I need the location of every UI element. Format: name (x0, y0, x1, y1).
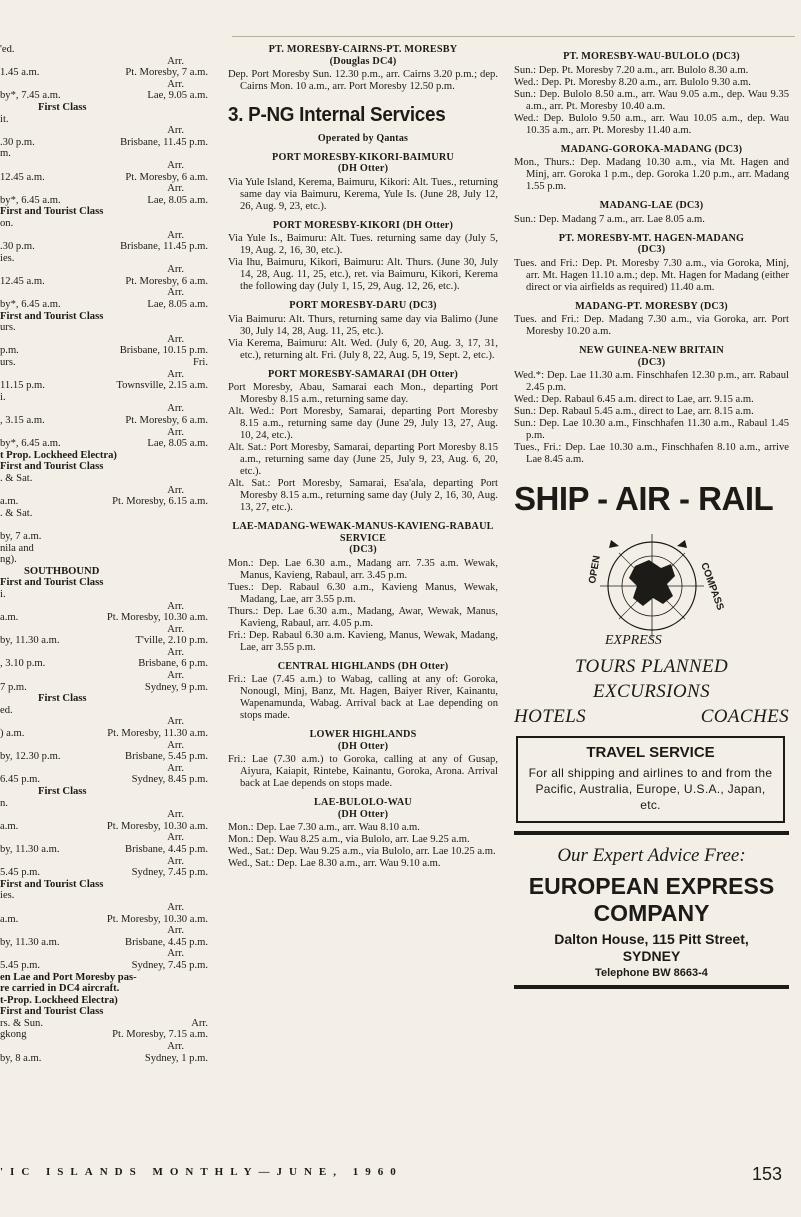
section-title: LAE-MADANG-WEWAK-MANUS-KAVIENG-RABAUL SERVICE (232, 521, 494, 544)
service-line: Fri.: Lae (7.45 a.m.) to Wabag, calling at any of: Goroka, Nonougl, Minj, Banz, Mt. Hagen, Baiyer River, Kainantu, Wapenamunda, Wabag. Arrival back at Lae depending on stops made. (228, 674, 498, 721)
timetable-row (0, 728, 222, 740)
logo-text-bottom: EXPRESS (604, 633, 662, 648)
logo-text-left: OPEN (586, 554, 603, 585)
section-body (514, 65, 789, 137)
timetable-row (0, 415, 222, 427)
section-heading (228, 152, 498, 175)
service-line: Wed.*: Dep. Lae 11.30 a.m. Finschhafen 12.30 p.m., arr. Rabaul 2.45 p.m. (514, 370, 789, 393)
timetable-row (0, 682, 222, 694)
arr-label: Arr. (167, 832, 184, 844)
arrival-cell: Brisbane, 6 p.m. (138, 658, 208, 670)
timetable-column-left (0, 44, 222, 1064)
section-body (514, 157, 789, 193)
arr-label: Arr. (167, 159, 184, 171)
arrival-cell: Pt. Moresby, 7 a.m. (125, 67, 208, 79)
departure-cell: 1.45 a.m. (0, 67, 40, 79)
departure-cell: 6.45 p.m. (0, 774, 41, 786)
arr-label: Arr. (167, 368, 184, 380)
departure-cell: by*, 6.45 a.m. (0, 299, 61, 311)
departure-cell: by, 11.30 a.m. (0, 635, 60, 647)
timetable-row (0, 612, 222, 624)
address-line2: SYDNEY (622, 948, 681, 964)
ad-coaches: COACHES (700, 706, 789, 727)
services-list-right (514, 51, 789, 466)
timetable-row (0, 867, 222, 879)
service-line: Wed., Sat.: Dep. Wau 9.25 a.m., via Bulolo, arr. Lae 10.25 a.m. (228, 846, 496, 857)
arr-label: Arr. (167, 403, 184, 415)
section-heading (228, 300, 498, 312)
class-heading: First and Tourist Class (0, 461, 104, 473)
arr-label: Arr. (167, 183, 184, 195)
service-line: Sun.: Dep. Lae 10.30 a.m., Finschhafen 11.30 a.m., Rabaul 1.45 p.m. (514, 418, 789, 441)
ad-tours: TOURS PLANNED (574, 656, 729, 677)
section-subtitle: (DH Otter) (337, 163, 389, 174)
class-heading: en Lae and Port Moresby pas- (0, 971, 137, 983)
service-line: Alt. Wed.: Port Moresby, Samarai, departing Port Moresby 8.15 a.m., returning same day (June 29, July 13, 27, Aug. 10, 24, etc.). (228, 406, 498, 441)
arrival-cell: Pt. Moresby, 11.30 a.m. (107, 728, 208, 740)
arrival-cell: Pt. Moresby, 7.15 a.m. (112, 1029, 208, 1041)
departure-cell: by, 12.30 p.m. (0, 751, 61, 763)
arr-label: Arr. (167, 925, 184, 937)
arr-label: Arr. (167, 739, 184, 751)
timetable-row (0, 960, 222, 972)
departure-cell: 11.15 p.m. (0, 380, 45, 392)
timetable-row (0, 299, 222, 311)
service-line: Fri.: Dep. Rabaul 6.30 a.m. Kavieng, Manus, Wewak, Madang, Lae, arr 3.55 p.m. (228, 629, 498, 653)
arr-label: Arr. (167, 600, 184, 612)
section-body (228, 382, 498, 514)
timetable-text: on. (0, 217, 14, 229)
ad-headline: SHIP - AIR - RAIL (514, 480, 774, 517)
timetable-row (0, 67, 222, 79)
timetable-row (0, 496, 222, 508)
section-cairns (228, 44, 498, 67)
class-heading: First and Tourist Class (0, 1006, 104, 1018)
timetable-row (0, 195, 222, 207)
service-line: Wed.: Dep. Pt. Moresby 8.20 a.m., arr. Bulolo 9.30 a.m. (514, 76, 751, 88)
service-line: Mon., Thurs.: Dep. Madang 10.30 a.m., via Mt. Hagen and Minj, arr. Goroka 1 p.m., dep. Goroka 1.20 p.m., arr. Madang 1.55 p.m. (514, 157, 789, 192)
section-heading (514, 200, 789, 212)
section-heading (514, 144, 789, 156)
company-name (514, 873, 789, 927)
service-line: Dep. Port Moresby Sun. 12.30 p.m., arr. Cairns 3.20 p.m.; dep. Cairns Mon. 10 a.m., arr. Port Moresby 12.50 p.m. (228, 69, 498, 92)
arrival-cell: Brisbane, 4.45 p.m. (125, 843, 208, 855)
timetable-text: 'ed. (0, 44, 15, 55)
class-heading: First and Tourist Class (0, 310, 104, 322)
arrival-cell: Lae, 9.05 a.m. (147, 90, 208, 102)
arr-label: Arr. (167, 484, 184, 496)
section-title: PT. MORESBY-WAU-BULOLO (DC3) (563, 51, 740, 62)
arrival-cell: Sydney, 9 p.m. (144, 681, 208, 693)
arr-label: Arr. (167, 125, 184, 137)
departure-cell: ) a.m. (0, 728, 25, 740)
departure-cell: a.m. (0, 496, 19, 508)
section-title: PORT MORESBY-DARU (DC3) (289, 300, 437, 311)
logo-text-right: COMPASS (697, 561, 726, 612)
section-subtitle: (DH Otter) (337, 740, 389, 752)
departure-cell: 12.45 a.m. (0, 171, 45, 183)
timetable-text: ng). (0, 554, 17, 566)
service-line: Port Moresby, Abau, Samarai each Mon., departing Port Moresby 8.15 a.m., returning same day. (228, 382, 498, 405)
timetable-text: nila and (0, 542, 34, 554)
arr-label: Arr. (167, 646, 184, 658)
timetable-row (0, 137, 222, 149)
section-subtitle: (DC3) (349, 544, 377, 555)
service-line: Wed.: Dep. Rabaul 6.45 a.m. direct to Lae, arr. 9.15 a.m. (514, 394, 754, 405)
section-body (228, 314, 498, 362)
section-title: LAE-BULOLO-WAU (314, 797, 412, 808)
arrival-cell: Lae, 8.05 a.m. (147, 438, 208, 450)
timetable-text: urs. (0, 322, 16, 334)
timetable-row (0, 774, 222, 786)
section-body (228, 754, 498, 790)
section-title: MADANG-PT. MORESBY (DC3) (575, 300, 728, 312)
arr-label: Arr. (167, 287, 184, 299)
page-heading: 3. P-NG Internal Services (228, 103, 446, 126)
arrival-cell: Lae, 8.05 a.m. (147, 299, 208, 311)
service-line: Wed., Sat.: Dep. Lae 8.30 a.m., arr. Wau 9.10 a.m. (228, 858, 441, 869)
arrival-cell: Pt. Moresby, 10.30 a.m. (106, 820, 208, 832)
page-number: 153 (752, 1164, 783, 1184)
service-line: Sun.: Dep. Madang 7 a.m., arr. Lae 8.05 a.m. (514, 213, 705, 225)
section-heading (228, 661, 498, 673)
section-body (514, 214, 789, 226)
timetable-row (0, 635, 222, 647)
section-body (228, 177, 498, 213)
section-title: MADANG-LAE (DC3) (599, 200, 704, 211)
spacer (0, 519, 222, 531)
timetable-row (0, 90, 222, 102)
service-line: Via Baimuru: Alt. Thurs, returning same day via Balimo (June 30, July 14, 28, Aug. 11, 25, etc.). (228, 313, 498, 337)
service-line: Fri.: Lae (7.30 a.m.) to Goroka, calling at any of Gusap, Aiyura, Kaiapit, Rintebe, Kainantu, Goroka, Arona. Arrival back at Lae depends on stops made. (228, 754, 498, 789)
arrival-cell: Pt. Moresby, 10.30 a.m. (106, 913, 208, 925)
section-title: PORT MORESBY-KIKORI-BAIMURU (272, 151, 454, 163)
timetable-row (0, 241, 222, 253)
departure-cell: p.m. (0, 345, 19, 357)
section-heading (514, 301, 789, 313)
section-heading (228, 797, 498, 820)
class-heading: re carried in DC4 aircraft. (0, 983, 120, 995)
arrival-cell: Sydney, 7.45 p.m. (131, 867, 208, 879)
departure-cell: by, 8 a.m. (0, 1052, 42, 1064)
section-subtitle: (DC3) (637, 356, 666, 368)
travel-service-desc: For all shipping and airlines to and from the Pacific, Australia, Europe, U.S.A., Japan, etc. (528, 766, 773, 812)
departure-cell: a.m. (0, 913, 19, 925)
company-name-line1: EUROPEAN EXPRESS (528, 873, 775, 899)
departure-cell: .30 p.m. (0, 136, 35, 148)
section-heading (228, 521, 498, 556)
timetable-row (0, 276, 222, 288)
arr-label: Arr. (167, 78, 184, 90)
travel-service-title: TRAVEL SERVICE (586, 744, 715, 761)
service-line: Via Ihu, Baimuru, Kikori, Baimuru: Alt. Thurs. (June 30, July 14, 28, Aug. 11, 25, etc.), ret. via Baimuru, Kikori, Kerema the following day (July 1, 15, 29, Aug. 12, 26, etc.). (228, 257, 498, 292)
departure-cell: 7 p.m. (0, 681, 27, 693)
section-heading (228, 369, 498, 381)
service-line: Sun.: Dep. Rabaul 5.45 a.m., direct to Lae, arr. 8.15 a.m. (514, 406, 754, 417)
section-title: PORT MORESBY-SAMARAI (DH Otter) (267, 368, 459, 380)
timetable-text: n. (0, 797, 8, 809)
section-title: PT. MORESBY-MT. HAGEN-MADANG (558, 232, 745, 244)
arrival-cell: Brisbane, 11.45 p.m. (120, 241, 208, 253)
departure-cell: 5.45 p.m. (0, 867, 41, 879)
departure-cell: urs. (0, 357, 16, 369)
section-title: PORT MORESBY-KIKORI (DH Otter) (272, 219, 454, 231)
section-title: NEW GUINEA-NEW BRITAIN (579, 345, 724, 356)
arrival-cell: Pt. Moresby, 6 a.m. (125, 275, 208, 287)
timetable-row (0, 1029, 222, 1041)
ad-expert: Our Expert Advice Free: (557, 845, 746, 866)
arrival-cell: Pt. Moresby, 6 a.m. (125, 171, 208, 183)
departure-cell: by, 11.30 a.m. (0, 843, 60, 855)
company-address (514, 931, 789, 965)
timetable-row (0, 380, 222, 392)
arr-label: Arr. (167, 426, 184, 438)
section-body (228, 558, 498, 654)
timetable-text: ies. (0, 890, 15, 902)
section-title: PT. MORESBY-CAIRNS-PT. MORESBY (268, 44, 458, 55)
direction-heading: SOUTHBOUND (24, 565, 100, 577)
timetable-column-right (514, 44, 789, 989)
arrival-cell: T'ville, 2.10 p.m. (135, 635, 208, 647)
departure-cell: 12.45 a.m. (0, 275, 45, 287)
arrival-cell: Sydney, 8.45 p.m. (131, 774, 208, 786)
divider (514, 831, 789, 835)
section-subtitle: (DC3) (637, 244, 666, 255)
service-line: Tues. and Fri.: Dep. Pt. Moresby 7.30 a.m., via Goroka, Minj, arr. Mt. Hagen 11.10 a.m.; dep. Mt. Hagen for Madang (either direct or via airfields as required) 11.40 a.m. (514, 257, 789, 293)
arrival-cell: Brisbane, 4.45 p.m. (125, 936, 208, 948)
departure-cell: by*, 7.45 a.m. (0, 90, 61, 102)
timetable-text: i. (0, 391, 6, 403)
service-line: Alt. Sat.: Port Moresby, Samarai, Esa'ala, departing Port Moresby 8.15 a.m., returning same day (July 2, 16, 30, Aug. 13, 27, etc.). (228, 478, 498, 513)
service-line: Alt. Sat.: Port Moresby, Samarai, departing Port Moresby 8.15 a.m., returning same day (June 25, July 9, 23, Aug. 6, 20, etc.). (228, 442, 498, 477)
arrival-cell: Sydney, 7.45 p.m. (131, 959, 208, 971)
arrival-cell: Brisbane, 10.15 p.m. (119, 345, 208, 357)
class-heading: t Prop. Lockheed Electra) (0, 449, 117, 461)
timetable-row (0, 821, 222, 833)
timetable-row (0, 751, 222, 763)
arr-label: Arr. (167, 948, 184, 960)
section-title: LOWER HIGHLANDS (309, 729, 417, 740)
departure-cell: a.m. (0, 612, 19, 624)
timetable-row (0, 438, 222, 450)
top-rule (232, 36, 795, 37)
timetable-column-middle (228, 44, 498, 870)
arr-label: Arr. (167, 901, 184, 913)
arr-label: Arr. (167, 623, 184, 635)
page-footer: 'IC ISLANDS MONTHLY—JUNE, 1960 (0, 1166, 403, 1178)
section-title: MADANG-GOROKA-MADANG (DC3) (560, 143, 743, 155)
ad-excursions: EXCURSIONS (593, 681, 710, 702)
timetable-row (0, 357, 222, 369)
class-heading: t-Prop. Lockheed Electra) (0, 994, 118, 1006)
departure-cell: by, 11.30 a.m. (0, 936, 60, 948)
service-line: Mon.: Dep. Lae 6.30 a.m., Madang arr. 7.35 a.m. Wewak, Manus, Kavieng, Rabaul, arr. 3.45 p.m. (228, 557, 498, 581)
arrival-cell: Fri. (192, 357, 208, 369)
class-heading: First and Tourist Class (0, 878, 104, 890)
divider-bottom (514, 985, 789, 989)
departure-cell: , 3.10 p.m. (0, 658, 46, 670)
departure-cell: rs. & Sun. (0, 1017, 43, 1029)
service-line: Tues.: Dep. Rabaul 6.30 a.m., Kavieng Manus, Wewak, Madang, Lae, arr 3.55 p.m. (228, 581, 498, 605)
section-body-cairns (228, 69, 498, 93)
arrival-cell: Townsville, 2.15 a.m. (116, 380, 208, 392)
company-telephone: Telephone BW 8663-4 (595, 967, 708, 979)
timetable-text: . & Sat. (0, 472, 33, 484)
section-heading (228, 220, 498, 232)
arr-label: Arr. (167, 716, 184, 728)
arrival-cell: Sydney, 1 p.m. (144, 1052, 208, 1064)
arr-label: Arr. (167, 229, 184, 241)
service-line: Mon.: Dep. Wau 8.25 a.m., via Bulolo, arr. Lae 9.25 a.m. (228, 834, 470, 845)
departure-cell: 5.45 p.m. (0, 959, 41, 971)
arr-label: Arr. (167, 855, 184, 867)
timetable-text: i. (0, 588, 6, 600)
arrival-cell: Pt. Moresby, 6 a.m. (125, 415, 208, 426)
timetable-row (0, 172, 222, 184)
section-title: CENTRAL HIGHLANDS (DH Otter) (277, 660, 449, 672)
ad-hotels-coaches (514, 706, 789, 728)
section-body (228, 822, 498, 870)
arrival-cell: Brisbane, 5.45 p.m. (125, 751, 208, 763)
timetable-row (0, 658, 222, 670)
section-subtitle: (DH Otter) (337, 808, 389, 820)
arrival-cell: Arr. (191, 1017, 208, 1029)
class-heading: First and Tourist Class (0, 206, 104, 218)
timetable-row (0, 1053, 222, 1065)
internal-services-list (228, 152, 498, 871)
service-line: Tues., Fri.: Dep. Lae 10.30 a.m., Finschhafen 8.10 a.m., arrive Lae 8.45 a.m. (514, 442, 789, 465)
arrival-cell: Lae, 8.05 a.m. (147, 194, 208, 206)
timetable-text: . & Sat. (0, 507, 33, 519)
class-heading: First Class (38, 101, 87, 113)
section-body (514, 370, 789, 466)
section-body (514, 258, 789, 294)
timetable-row (0, 1018, 222, 1030)
departure-cell: gkong (0, 1029, 27, 1041)
arrival-cell: Pt. Moresby, 6.15 a.m. (112, 496, 208, 508)
arr-label: Arr. (167, 264, 184, 276)
section-heading (514, 233, 789, 256)
arr-label: Arr. (167, 762, 184, 774)
address-line1: Dalton House, 115 Pitt Street, (554, 931, 749, 947)
arr-label: Arr. (167, 333, 184, 345)
arr-label: Arr. (167, 670, 184, 682)
section-heading (514, 51, 789, 63)
timetable-text: ed. (0, 704, 13, 716)
class-heading: First Class (38, 693, 87, 705)
service-line: Sun.: Dep. Bulolo 8.50 a.m., arr. Wau 9.05 a.m., dep. Wau 9.35 a.m., arr. Pt. Moresby 10.40 a.m. (514, 88, 789, 112)
departure-cell: , 3.15 a.m. (0, 415, 45, 426)
section-subtitle: (Douglas DC4) (329, 55, 397, 67)
timetable-text: it. (0, 113, 9, 125)
class-heading: First Class (38, 786, 87, 797)
service-line: Via Yule Is., Baimuru: Alt. Tues. returning same day (July 5, 19, Aug. 2, 16, 30, etc.). (228, 233, 498, 256)
service-line: Sun.: Dep. Pt. Moresby 7.20 a.m., arr. Bulolo 8.30 a.m. (514, 64, 749, 76)
timetable-row (0, 844, 222, 856)
operated-by: Operated by Qantas (317, 133, 409, 144)
departure-cell: by*, 6.45 a.m. (0, 438, 61, 450)
arr-label: Arr. (167, 1041, 184, 1053)
timetable-text: m. (0, 148, 11, 160)
arr-label: Arr. (167, 809, 184, 821)
section-body (228, 674, 498, 722)
class-heading: First and Tourist Class (0, 577, 104, 589)
section-body (514, 314, 789, 338)
departure-cell: .30 p.m. (0, 241, 35, 253)
departure-cell: by*, 6.45 a.m. (0, 194, 61, 206)
travel-service-box (516, 736, 785, 823)
departure-cell: a.m. (0, 820, 19, 832)
arrival-cell: Brisbane, 11.45 p.m. (120, 136, 208, 148)
timetable-text: by, 7 a.m. (0, 530, 42, 542)
service-line: Wed.: Dep. Bulolo 9.50 a.m., arr. Wau 10.05 a.m., dep. Wau 10.35 a.m., arr. Pt. Moresby 11.40 a.m. (514, 112, 789, 136)
section-heading (514, 345, 789, 368)
compass-logo-icon (577, 524, 727, 654)
section-body (228, 233, 498, 293)
arr-label: Arr. (167, 55, 184, 67)
arrival-cell: Pt. Moresby, 10.30 a.m. (106, 612, 208, 624)
section-heading (228, 729, 498, 752)
company-name-line2: COMPANY (593, 900, 710, 926)
timetable-row (0, 914, 222, 926)
timetable-text: ies. (0, 252, 15, 264)
ad-hotels: HOTELS (514, 706, 587, 727)
service-line: Mon.: Dep. Lae 7.30 a.m., arr. Wau 8.10 a.m. (228, 822, 420, 833)
service-line: Thurs.: Dep. Lae 6.30 a.m., Madang, Awar, Wewak, Manus, Kavieng, Rabaul, arr. 4.05 p.m. (228, 605, 498, 629)
service-line: Via Kerema, Baimuru: Alt. Wed. (July 6, 20, Aug. 3, 17, 31, etc.), returning alt. Fri. (July 8, 22, Aug. 5, 19, Sept. 2, etc.). (228, 337, 498, 361)
service-line: Tues. and Fri.: Dep. Madang 7.30 a.m., via Goroka, arr. Port Moresby 10.20 a.m. (514, 314, 789, 337)
timetable-row (0, 937, 222, 949)
service-line: Via Yule Island, Kerema, Baimuru, Kikori: Alt. Tues., returning same day via Baimuru, Kerema, Yule Is. (June 28, July 12, 26, Aug. 9, 23, etc.). (228, 176, 498, 212)
timetable-row (0, 345, 222, 357)
